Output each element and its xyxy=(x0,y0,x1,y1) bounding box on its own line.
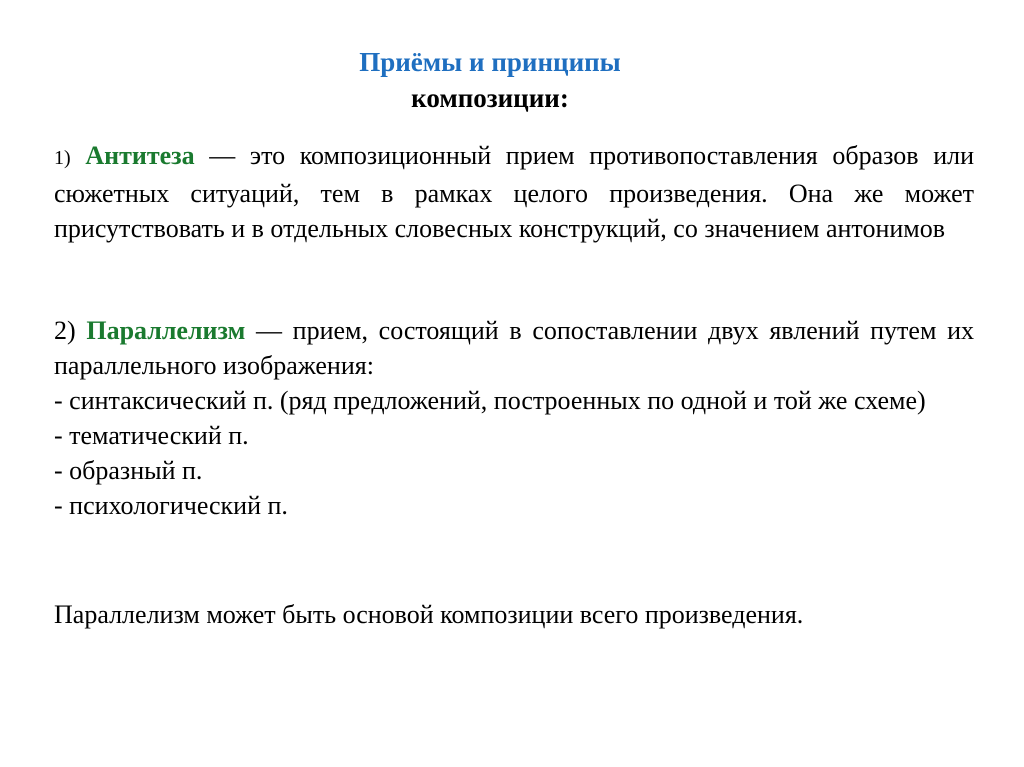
slide-title xyxy=(240,44,740,116)
item-number-1: 1) xyxy=(54,147,71,169)
parallelism-subtype-syntactic: - синтаксический п. (ряд предложений, построенных по одной и той же схеме) xyxy=(54,386,926,415)
parallelism-definition: — прием, состоящий в сопоставлении двух явлений путем их параллельного изображения: xyxy=(54,316,974,380)
parallelism-block xyxy=(54,313,974,523)
parallelism-subtype-thematic: - тематический п. xyxy=(54,421,249,450)
parallelism-subtype-figurative: - образный п. xyxy=(54,456,203,485)
antithesis-paragraph xyxy=(54,138,974,246)
parallelism-paragraph xyxy=(54,313,974,383)
title-line-1: Приёмы и принципы xyxy=(359,47,621,77)
item-number-2: 2) xyxy=(54,316,76,345)
parallelism-subtype-psychological: - психологический п. xyxy=(54,491,288,520)
antithesis-definition: — это композиционный прием противопоставления образов или сюжетных ситуаций, тем в рамках целого произведения. Она же может присутствовать и в отдельных словесных конструкций, со значением антонимов xyxy=(54,141,975,243)
conclusion-text: Параллелизм может быть основой композиции всего произведения. xyxy=(54,600,804,629)
title-line-2: композиции: xyxy=(411,83,569,113)
term-parallelism: Параллелизм xyxy=(86,316,246,345)
term-antithesis: Антитеза xyxy=(85,141,195,170)
